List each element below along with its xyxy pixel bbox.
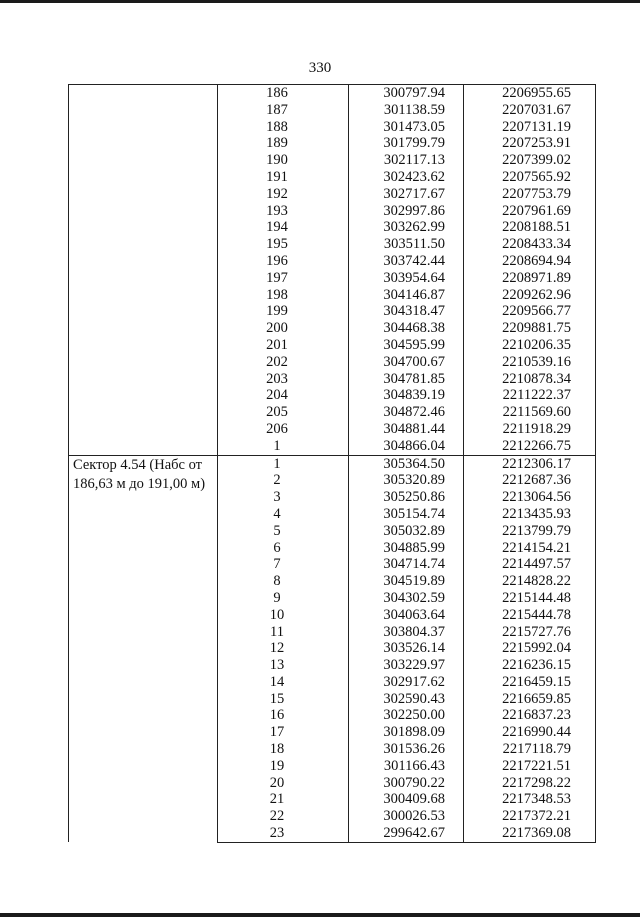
point-number-cell: 202 [218, 354, 349, 371]
y-coordinate-cell: 2209262.96 [464, 287, 596, 304]
y-coordinate-cell: 2211918.29 [464, 421, 596, 438]
point-number-cell: 4 [218, 506, 349, 523]
point-number-cell: 8 [218, 573, 349, 590]
y-coordinate-cell: 2217221.51 [464, 758, 596, 775]
point-number-cell: 200 [218, 320, 349, 337]
point-number-cell: 22 [218, 808, 349, 825]
point-number-cell: 194 [218, 219, 349, 236]
point-number-cell: 204 [218, 387, 349, 404]
x-coordinate-cell: 300026.53 [349, 808, 464, 825]
x-coordinate-cell: 304781.85 [349, 371, 464, 388]
y-coordinate-cell: 2215144.48 [464, 590, 596, 607]
point-number-cell: 14 [218, 674, 349, 691]
y-coordinate-cell: 2216659.85 [464, 691, 596, 708]
page-number: 330 [308, 60, 332, 76]
y-coordinate-cell: 2215444.78 [464, 607, 596, 624]
y-coordinate-cell: 2207399.02 [464, 152, 596, 169]
x-coordinate-cell: 302250.00 [349, 707, 464, 724]
point-number-cell: 205 [218, 404, 349, 421]
y-coordinate-cell: 2215727.76 [464, 624, 596, 641]
x-coordinate-cell: 304866.04 [349, 438, 464, 455]
y-coordinate-cell: 2214828.22 [464, 573, 596, 590]
y-coordinate-cell: 2214154.21 [464, 540, 596, 557]
x-coordinate-cell: 304063.64 [349, 607, 464, 624]
x-coordinate-cell: 304468.38 [349, 320, 464, 337]
x-coordinate-cell: 303229.97 [349, 657, 464, 674]
y-coordinate-cell: 2210206.35 [464, 337, 596, 354]
y-coordinate-cell: 2206955.65 [464, 85, 596, 102]
point-number-cell: 196 [218, 253, 349, 270]
point-number-cell: 21 [218, 791, 349, 808]
y-coordinate-cell: 2210878.34 [464, 371, 596, 388]
y-coordinate-cell: 2211569.60 [464, 404, 596, 421]
point-number-cell: 193 [218, 203, 349, 220]
y-coordinate-cell: 2207961.69 [464, 203, 596, 220]
x-coordinate-cell: 302590.43 [349, 691, 464, 708]
x-coordinate-cell: 304519.89 [349, 573, 464, 590]
y-coordinate-cell: 2207565.92 [464, 169, 596, 186]
point-number-cell: 10 [218, 607, 349, 624]
y-coordinate-cell: 2212266.75 [464, 438, 596, 455]
x-coordinate-cell: 304885.99 [349, 540, 464, 557]
point-number-cell: 191 [218, 169, 349, 186]
x-coordinate-cell: 303804.37 [349, 624, 464, 641]
point-number-cell: 197 [218, 270, 349, 287]
y-coordinate-cell: 2213435.93 [464, 506, 596, 523]
y-coordinate-cell: 2213799.79 [464, 523, 596, 540]
point-number-cell: 2 [218, 472, 349, 489]
x-coordinate-cell: 304839.19 [349, 387, 464, 404]
coordinates-table [68, 84, 596, 843]
y-coordinate-cell: 2208188.51 [464, 219, 596, 236]
y-coordinate-cell: 2217298.22 [464, 775, 596, 792]
point-number-cell: 17 [218, 724, 349, 741]
table-row [69, 455, 596, 472]
y-coordinate-cell: 2210539.16 [464, 354, 596, 371]
x-coordinate-cell: 299642.67 [349, 825, 464, 842]
point-number-cell: 206 [218, 421, 349, 438]
point-number-cell: 5 [218, 523, 349, 540]
y-coordinate-cell: 2217372.21 [464, 808, 596, 825]
point-number-cell: 186 [218, 85, 349, 102]
point-number-cell: 13 [218, 657, 349, 674]
y-coordinate-cell: 2208694.94 [464, 253, 596, 270]
point-number-cell: 9 [218, 590, 349, 607]
x-coordinate-cell: 304881.44 [349, 421, 464, 438]
x-coordinate-cell: 304700.67 [349, 354, 464, 371]
y-coordinate-cell: 2209566.77 [464, 303, 596, 320]
y-coordinate-cell: 2207131.19 [464, 119, 596, 136]
point-number-cell: 1 [218, 438, 349, 455]
y-coordinate-cell: 2212306.17 [464, 455, 596, 472]
x-coordinate-cell: 304714.74 [349, 556, 464, 573]
point-number-cell: 20 [218, 775, 349, 792]
x-coordinate-cell: 305250.86 [349, 489, 464, 506]
point-number-cell: 7 [218, 556, 349, 573]
point-number-cell: 195 [218, 236, 349, 253]
x-coordinate-cell: 302717.67 [349, 186, 464, 203]
y-coordinate-cell: 2217348.53 [464, 791, 596, 808]
x-coordinate-cell: 305032.89 [349, 523, 464, 540]
x-coordinate-cell: 303526.14 [349, 640, 464, 657]
point-number-cell: 18 [218, 741, 349, 758]
x-coordinate-cell: 301536.26 [349, 741, 464, 758]
x-coordinate-cell: 301898.09 [349, 724, 464, 741]
x-coordinate-cell: 303742.44 [349, 253, 464, 270]
x-coordinate-cell: 303511.50 [349, 236, 464, 253]
x-coordinate-cell: 300797.94 [349, 85, 464, 102]
x-coordinate-cell: 305154.74 [349, 506, 464, 523]
sector-label-cell: Сектор 4.54 (Набс от 186,63 м до 191,00 м) [69, 455, 218, 842]
point-number-cell: 16 [218, 707, 349, 724]
point-number-cell: 192 [218, 186, 349, 203]
y-coordinate-cell: 2215992.04 [464, 640, 596, 657]
point-number-cell: 199 [218, 303, 349, 320]
coordinates-table-body [69, 85, 596, 843]
point-number-cell: 3 [218, 489, 349, 506]
y-coordinate-cell: 2216990.44 [464, 724, 596, 741]
y-coordinate-cell: 2217118.79 [464, 741, 596, 758]
x-coordinate-cell: 302917.62 [349, 674, 464, 691]
page-top-edge [0, 0, 640, 3]
y-coordinate-cell: 2208971.89 [464, 270, 596, 287]
x-coordinate-cell: 301473.05 [349, 119, 464, 136]
x-coordinate-cell: 301799.79 [349, 135, 464, 152]
y-coordinate-cell: 2207753.79 [464, 186, 596, 203]
x-coordinate-cell: 303262.99 [349, 219, 464, 236]
point-number-cell: 203 [218, 371, 349, 388]
sector-label-cell [69, 85, 218, 456]
x-coordinate-cell: 301138.59 [349, 102, 464, 119]
x-coordinate-cell: 305364.50 [349, 455, 464, 472]
x-coordinate-cell: 300409.68 [349, 791, 464, 808]
x-coordinate-cell: 300790.22 [349, 775, 464, 792]
point-number-cell: 15 [218, 691, 349, 708]
point-number-cell: 188 [218, 119, 349, 136]
x-coordinate-cell: 302423.62 [349, 169, 464, 186]
point-number-cell: 190 [218, 152, 349, 169]
y-coordinate-cell: 2216837.23 [464, 707, 596, 724]
point-number-cell: 12 [218, 640, 349, 657]
y-coordinate-cell: 2209881.75 [464, 320, 596, 337]
table-row [69, 85, 596, 102]
x-coordinate-cell: 304872.46 [349, 404, 464, 421]
point-number-cell: 187 [218, 102, 349, 119]
x-coordinate-cell: 304318.47 [349, 303, 464, 320]
y-coordinate-cell: 2214497.57 [464, 556, 596, 573]
x-coordinate-cell: 305320.89 [349, 472, 464, 489]
y-coordinate-cell: 2208433.34 [464, 236, 596, 253]
x-coordinate-cell: 303954.64 [349, 270, 464, 287]
point-number-cell: 189 [218, 135, 349, 152]
y-coordinate-cell: 2212687.36 [464, 472, 596, 489]
x-coordinate-cell: 302997.86 [349, 203, 464, 220]
y-coordinate-cell: 2207031.67 [464, 102, 596, 119]
point-number-cell: 11 [218, 624, 349, 641]
y-coordinate-cell: 2216236.15 [464, 657, 596, 674]
point-number-cell: 201 [218, 337, 349, 354]
x-coordinate-cell: 304146.87 [349, 287, 464, 304]
point-number-cell: 198 [218, 287, 349, 304]
point-number-cell: 23 [218, 825, 349, 842]
y-coordinate-cell: 2207253.91 [464, 135, 596, 152]
point-number-cell: 1 [218, 455, 349, 472]
y-coordinate-cell: 2216459.15 [464, 674, 596, 691]
x-coordinate-cell: 304595.99 [349, 337, 464, 354]
point-number-cell: 19 [218, 758, 349, 775]
y-coordinate-cell: 2213064.56 [464, 489, 596, 506]
page-bottom-edge [0, 913, 640, 917]
y-coordinate-cell: 2211222.37 [464, 387, 596, 404]
x-coordinate-cell: 301166.43 [349, 758, 464, 775]
x-coordinate-cell: 304302.59 [349, 590, 464, 607]
x-coordinate-cell: 302117.13 [349, 152, 464, 169]
point-number-cell: 6 [218, 540, 349, 557]
y-coordinate-cell: 2217369.08 [464, 825, 596, 842]
